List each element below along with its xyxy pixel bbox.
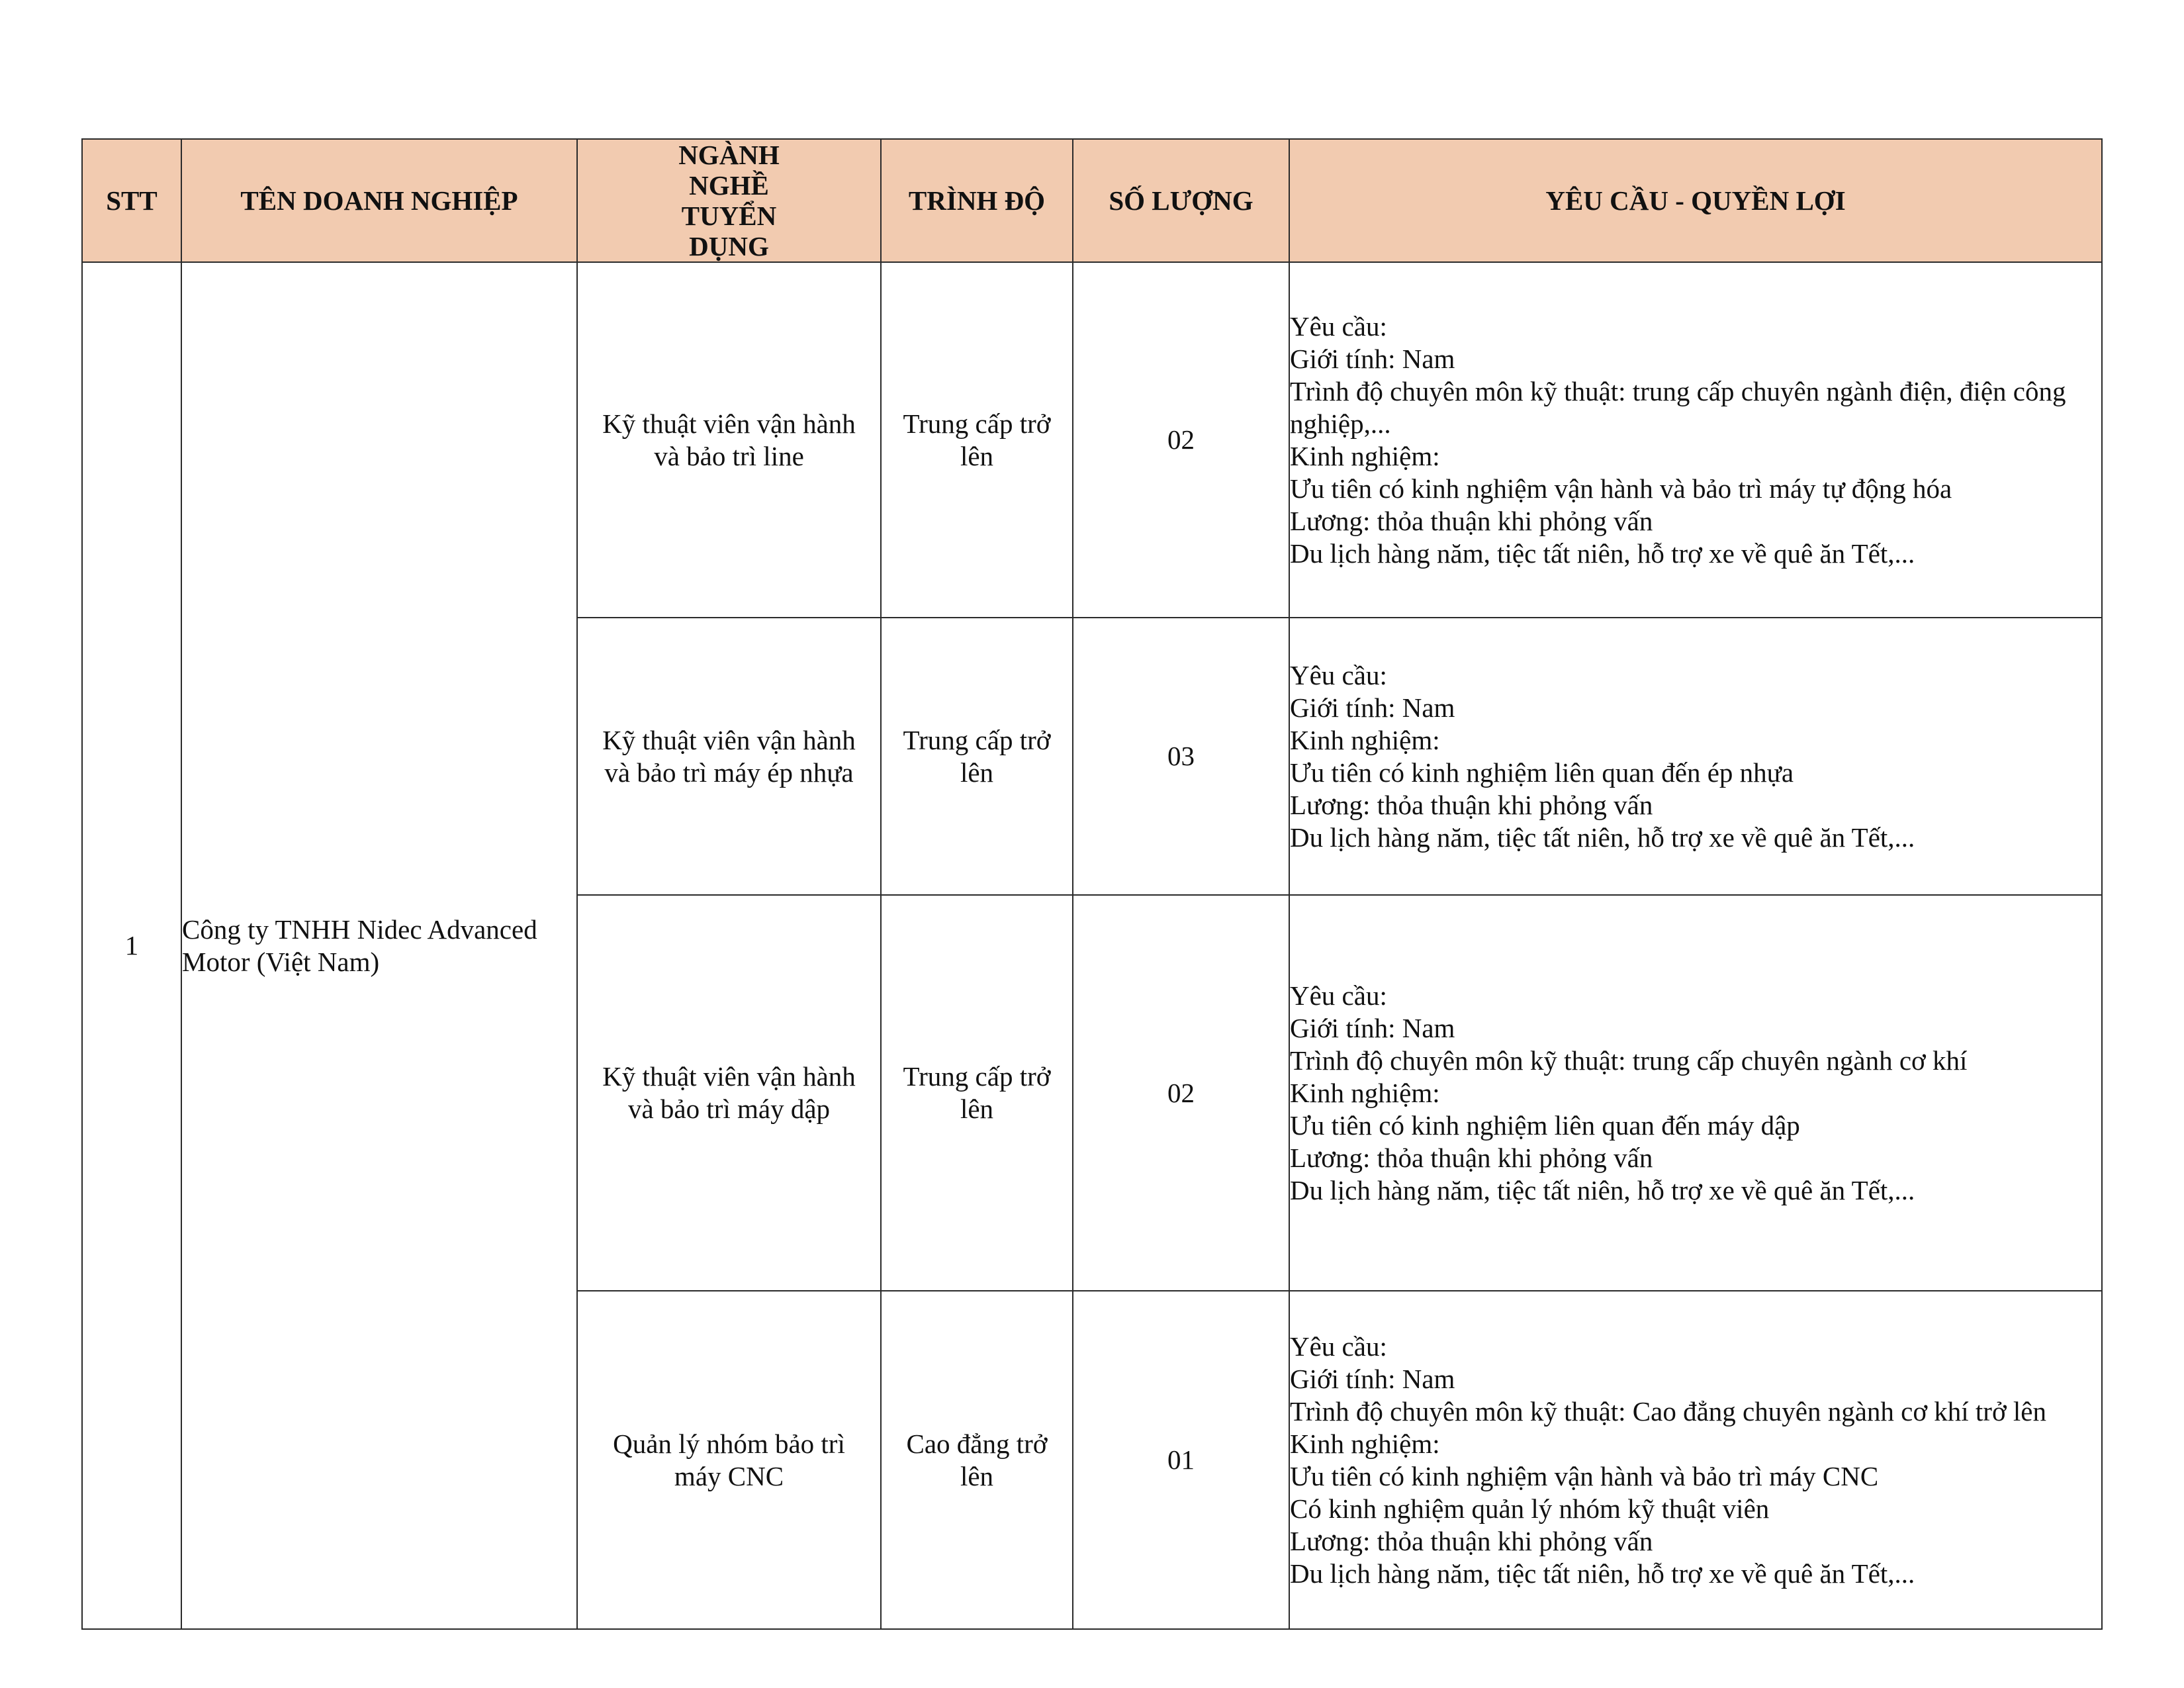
profession-cell: Kỹ thuật viên vận hành và bảo trì máy ép nhựa bbox=[577, 618, 881, 895]
requirements-line: Trình độ chuyên môn kỹ thuật: Cao đẳng chuyên ngành cơ khí trở lên bbox=[1290, 1395, 2046, 1427]
requirements-line: Yêu cầu: bbox=[1290, 659, 1387, 690]
requirements-line: Lương: thỏa thuận khi phỏng vấn bbox=[1290, 1525, 1653, 1556]
profession-cell: Quản lý nhóm bảo trì máy CNC bbox=[577, 1291, 881, 1629]
quantity-cell: 01 bbox=[1073, 1291, 1289, 1629]
requirements-line: Yêu cầu: bbox=[1290, 980, 1387, 1011]
requirements-line: Trình độ chuyên môn kỹ thuật: trung cấp chuyên ngành điện, điện công nghiệp,... bbox=[1290, 375, 2066, 439]
requirements-line: Du lịch hàng năm, tiệc tất niên, hỗ trợ xe về quê ăn Tết,... bbox=[1290, 1174, 1915, 1205]
header-level: TRÌNH ĐỘ bbox=[881, 139, 1073, 262]
requirements-cell bbox=[1289, 618, 2102, 895]
table-row bbox=[82, 262, 2102, 618]
requirements-line: Ưu tiên có kinh nghiệm liên quan đến ép nhựa bbox=[1290, 757, 1794, 788]
requirements-line: Lương: thỏa thuận khi phỏng vấn bbox=[1290, 505, 1653, 536]
requirements-line: Kinh nghiệm: bbox=[1290, 1077, 1440, 1108]
requirements-line: Trình độ chuyên môn kỹ thuật: trung cấp chuyên ngành cơ khí bbox=[1290, 1045, 1968, 1076]
header-company: TÊN DOANH NGHIỆP bbox=[181, 139, 577, 262]
level-cell: Trung cấp trở lên bbox=[881, 618, 1073, 895]
requirements-line: Du lịch hàng năm, tiệc tất niên, hỗ trợ xe về quê ăn Tết,... bbox=[1290, 538, 1915, 569]
stt-cell: 1 bbox=[82, 262, 181, 1629]
profession-cell: Kỹ thuật viên vận hành và bảo trì máy dập bbox=[577, 895, 881, 1291]
header-quantity: SỐ LƯỢNG bbox=[1073, 139, 1289, 262]
level-cell: Cao đẳng trở lên bbox=[881, 1291, 1073, 1629]
requirements-line: Du lịch hàng năm, tiệc tất niên, hỗ trợ xe về quê ăn Tết,... bbox=[1290, 1558, 1915, 1589]
header-requirements: YÊU CẦU - QUYỀN LỢI bbox=[1289, 139, 2102, 262]
company-name-cell: Công ty TNHH Nidec Advanced Motor (Việt Nam) bbox=[181, 262, 577, 1629]
requirements-line: Yêu cầu: bbox=[1290, 310, 1387, 342]
requirements-line: Kinh nghiệm: bbox=[1290, 1428, 1440, 1459]
requirements-line: Giới tính: Nam bbox=[1290, 692, 1455, 723]
requirements-line: Kinh nghiệm: bbox=[1290, 724, 1440, 755]
requirements-line: Kinh nghiệm: bbox=[1290, 440, 1440, 471]
requirements-cell bbox=[1289, 895, 2102, 1291]
requirements-line: Ưu tiên có kinh nghiệm liên quan đến máy dập bbox=[1290, 1109, 1800, 1141]
requirements-line: Yêu cầu: bbox=[1290, 1331, 1387, 1362]
level-cell: Trung cấp trở lên bbox=[881, 262, 1073, 618]
requirements-line: Du lịch hàng năm, tiệc tất niên, hỗ trợ xe về quê ăn Tết,... bbox=[1290, 821, 1915, 853]
requirements-line: Lương: thỏa thuận khi phỏng vấn bbox=[1290, 1142, 1653, 1173]
requirements-line: Giới tính: Nam bbox=[1290, 1363, 1455, 1394]
profession-cell: Kỹ thuật viên vận hành và bảo trì line bbox=[577, 262, 881, 618]
header-profession: NGÀNH NGHỀ TUYỂN DỤNG bbox=[577, 139, 881, 262]
requirements-line: Ưu tiên có kinh nghiệm vận hành và bảo trì máy tự động hóa bbox=[1290, 473, 1952, 504]
level-cell: Trung cấp trở lên bbox=[881, 895, 1073, 1291]
quantity-cell: 02 bbox=[1073, 895, 1289, 1291]
requirements-line: Có kinh nghiệm quản lý nhóm kỹ thuật viên bbox=[1290, 1493, 1770, 1524]
requirements-line: Ưu tiên có kinh nghiệm vận hành và bảo trì máy CNC bbox=[1290, 1460, 1879, 1491]
requirements-line: Giới tính: Nam bbox=[1290, 1012, 1455, 1043]
header-row bbox=[82, 139, 2102, 262]
quantity-cell: 03 bbox=[1073, 618, 1289, 895]
quantity-cell: 02 bbox=[1073, 262, 1289, 618]
requirements-line: Lương: thỏa thuận khi phỏng vấn bbox=[1290, 789, 1653, 820]
requirements-line: Giới tính: Nam bbox=[1290, 343, 1455, 374]
requirements-cell bbox=[1289, 1291, 2102, 1629]
requirements-cell bbox=[1289, 262, 2102, 618]
header-stt: STT bbox=[82, 139, 181, 262]
recruitment-table bbox=[81, 138, 2103, 1630]
